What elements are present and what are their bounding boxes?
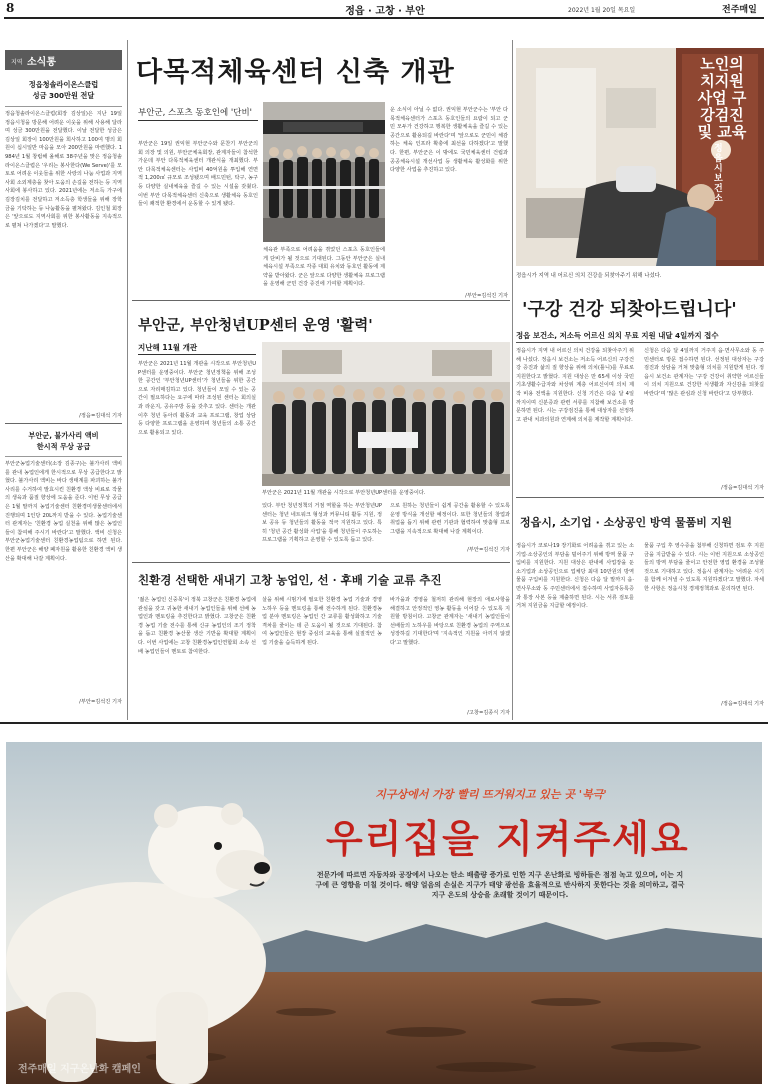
story1-title-line1: 정읍청솔라이온스클럽: [28, 80, 99, 89]
article2-body-col4: 으로 원하는 청년들이 쉽게 공간을 활용할 수 있도록 운영 방식을 개선할 예정이다. 또한 청년들의 창업과 취업을 돕기 위해 관련 기관과 협력하여 맞춤형 프로그램을 지속적으로 확대해 나갈 계획이다.: [390, 503, 510, 535]
article2-body-col3: 있다. 부안 청년정책의 거점 역할을 하는 부안청년UP센터는 청년 네트워크 형성과 커뮤니티 활동 지원, 정보 공유 등 청년들의 활동을 적극 지원하고 있다. 특히 '청년 공간 활성화 사업'을 통해 청년들이 주도하는 프로그램을 기획하고 운영할 수 있도록 돕고 있다.: [262, 503, 382, 544]
dental-photo-caption: 정읍시가 지역 내 어르신 의치 건강을 되찾아주기 위해 나섰다.: [516, 273, 662, 279]
dental-sign-text: 노인의치지원사업 구강검진 및 교육: [697, 55, 747, 141]
article1-body-col2: 체육관 부족으로 어려움을 겪었던 스포츠 동호인들에게 단비가 될 것으로 기대된다. 그동안 부안군은 실내 체육시설 부족으로 각종 대회 유치와 동호인 활동에 제약을 받아왔다. 군은 앞으로 다양한 생활체육 프로그램을 운영해 군민 건강 증진에 기여할 계획이다.: [263, 247, 385, 288]
article2-bottom-rule: [132, 562, 510, 563]
dental-sign-text2: 정읍시보건소: [714, 144, 723, 204]
article2-credit: /부안=김석진 기자: [467, 547, 510, 553]
article1-subhead: 부안군, 스포츠 동호인에 '단비': [138, 108, 253, 118]
ad-top-rule: [0, 722, 768, 724]
article2: [132, 304, 510, 560]
ad-tagline: 지구상에서 가장 빨리 뜨거워지고 있는 곳 '북극': [375, 788, 607, 801]
article2-body-col1: 부안군은 2021년 11월 개관을 시작으로 부안청년UP센터를 운영중이다. 부안군 청년정책을 위해 조성한 공간인 '부안청년UP센터'가 청년들을 위한 공간으로 자리매김하고 있다. 청년들이 모일 수 있는 공간이 필요하다는 요구에 따라 조성된 센터는 회의실과 라운지, 공유주방 등을 갖추고 있다. 센터는 개관 이후 청년 동아리 활동과 교육 프로그램, 창업 상담 등 다양한 프로그램을 운영하며 청년들의 소통 공간으로 활용되고 있다.: [138, 361, 256, 436]
article2-headline: 부안군, 부안청년UP센터 운영 '활력': [138, 317, 373, 334]
dental-photo: [516, 48, 764, 266]
story2-title-line1: 부안군, 불가사리 액비: [28, 431, 99, 440]
section-title: 정읍 · 고창 · 부안: [345, 6, 425, 17]
story2-title-line2: 한시적 무상 공급: [36, 442, 91, 451]
article1-photo: [263, 102, 385, 242]
ad-headline: 우리집을 지켜주세요: [326, 817, 690, 861]
sidebar-column-rule: [127, 40, 128, 720]
dental-subhead: 정읍 보건소, 저소득 어르신 의치 무료 지원 내달 4일까지 접수: [516, 331, 719, 340]
dental-headline: '구강 건강 되찾아드립니다': [522, 299, 737, 320]
issue-date: 2022년 1월 20일 목요일: [568, 7, 636, 14]
climate-ad: [6, 742, 762, 1084]
article3-credit: /고창=김종식 기자: [467, 710, 510, 716]
story2-body: 부안군농업기술센터(소장 김종구)는 불가사리 액비를 관내 농업인에게 한시적으로 무상 공급한다고 밝혔다. 불가사리 액비는 바다 생태계를 파괴하는 불가사리를 수거하여 발효시킨 친환경 액상 비료로 작물의 생육과 품질 향상에 도움을 준다. 이번 무상 공급은 1월 말까지 농업기술센터 친환경미생물센터에서 진행되며 1인당 20L까지 받을 수 있다. 농업기술센터 관계자는 '친환경 농업 실천을 위해 많은 농업인들이 참여해 주시기 바란다'고 말했다. 액비 신청은 부안군농업기술센터 친환경농업팀으로 하면 된다. 한편 부안군은 해양 폐자원을 활용한 친환경 액비 생산을 확대해 나갈 계획이다.: [5, 461, 122, 562]
sidebar: [5, 46, 122, 716]
article4: [516, 500, 764, 720]
article3-headline: 친환경 선택한 새내기 고창 농업인, 선 · 후배 기술 교류 추진: [138, 573, 442, 587]
article3: [132, 564, 510, 720]
article1-headline: 다목적체육센터 신축 개관: [136, 57, 455, 88]
article4-headline: 정읍시, 소기업 · 소상공인 방역 물품비 지원: [520, 516, 732, 529]
article4-body-col2: 물품 구입 후 영수증을 첨부해 신청하면 검토 후 지원금을 지급받을 수 있다. 시는 이번 지원으로 소상공인들의 방역 부담을 줄이고 안전한 영업 환경을 조성할 것으로 기대하고 있다. 정읍시 관계자는 '어려운 시기를 함께 이겨낼 수 있도록 지원하겠다'고 말했다. 자세한 사항은 정읍시청 경제정책과로 문의하면 된다.: [644, 543, 764, 592]
story2-credit: /부안=김석진 기자: [79, 699, 122, 705]
youth-center-photo: [262, 342, 510, 486]
article4-credit: /정읍=김대석 기자: [721, 701, 764, 707]
article4-body-col1: 정읍시가 코로나19 장기화로 어려움을 겪고 있는 소기업·소상공인의 부담을 덜어주기 위해 방역 물품 구입비를 지원한다. 지원 대상은 관내에 사업장을 둔 소기업과 소상공인으로 업체당 최대 10만원의 방역 물품 구입비를 지원한다. 신청은 다음 달 말까지 읍·면사무소와 동 주민센터에서 접수하며 사업자등록증과 통장 사본 등을 제출하면 된다. 시는 서류 검토를 거쳐 지원금을 지급할 예정이다.: [516, 543, 634, 610]
ad-body: 전문가에 따르면 자동차와 공장에서 나오는 탄소 배출량 증가로 인한 지구 온난화로 빙하들은 점점 녹고 있으며, 이는 지구에 큰 영향을 미칠 것이다. 해양 얼음의 손실은 지구가 태양 광선을 효율적으로 반사하지 못한다는 것을 의미하고, 결국 지구 온도의 상승을 초래할 것이기 때문이다.: [315, 871, 685, 899]
article1-bottom-rule: [132, 300, 510, 301]
story1-end-rule: [5, 423, 122, 424]
article3-body-col2: 살을 위해 시범기에 필요한 친환경 농업 기술과 경영 노하우 등을 멘토링을 통해 전수하게 된다. 친환경농업 분야 멘토링은 농업인 간 교류를 활성화하고 기술 격차를 줄이는 데 큰 도움이 될 것으로 기대된다. 참여 농업인들은 현장 중심의 교육을 통해 실질적인 농업 기술을 습득하게 된다.: [262, 597, 382, 646]
dental-body-col1: 정읍시가 지역 내 어르신 의치 건강을 되찾아주기 위해 나섰다. 정읍시 보건소는 저소득 어르신의 구강건강 증진과 삶의 질 향상을 위해 의치(틀니)를 무료로 지원한다고 밝혔다. 지원 대상은 만 65세 이상 국민기초생활수급자와 차상위 계층 어르신이며 의치 제작 비용 전액을 지원한다. 신청 기간은 다음 달 4일까지이며 신분증과 관련 서류를 지참해 보건소를 방문하면 된다. 시는 구강검진을 통해 대상자를 선정하고 관내 치과의원과 연계해 의치를 제작할 계획이다.: [516, 348, 634, 423]
story1-title-line2: 성금 300만원 전달: [32, 91, 95, 100]
story2-title: [5, 430, 122, 452]
article2-photo-caption: 부안군은 2021년 11월 개관을 시작으로 부안청년UP센터를 운영중이다.: [262, 490, 426, 496]
paper-name: 전주매일: [722, 5, 757, 15]
article2-subhead-rule: [138, 354, 256, 355]
ribbon-cutting-photo: [263, 102, 385, 242]
article1-credit: /부안=김석진 기자: [465, 293, 508, 299]
story1-body: 정읍청솔라이온스클럽(회장 김상일)은 지난 19일 정읍시청을 방문해 어려운 이웃을 위해 사용해 달라며 성금 300만원을 전달했다. 이날 전달한 성금은 김상일 회장이 100만원을 희사하고 100여 명의 회원이 십시일반 마음을 모아 200만원을 마련했다. 1984년 1월 창립해 올해로 38주년을 맞은 정읍청솔라이온스클럽은 '우리는 봉사한다(We Serve)'를 모토로 어려운 이웃들을 위한 사랑의 나눔 사업과 지역 사회 소외계층을 찾아 도움의 손길을 전하는 등 지역사회에 봉사하고 있다. 2021년에는 저소득 가구에 김장김치를 전달하고 저소득층 학생들을 위해 장학금을 기탁하는 등 나눔활동을 펼쳐왔다. 김인철 회장은 '앞으로도 지역사회를 위한 봉사활동을 지속적으로 펼쳐 나가겠다'고 말했다.: [5, 111, 122, 229]
page-number: 8: [6, 1, 15, 15]
center-column-rule: [512, 40, 513, 720]
article1-body-col1: 부안군은 19일 권익현 부안군수와 문찬기 부안군의회 의장 및 의원, 부안군체육회장, 관계자들이 참석한 가운데 부안 다목적체육센터 개관식을 개최했다. 부안 다목적체육센터는 사업비 40억원을 투입해 연면적 1,200㎡ 규모로 조성됐으며 배드민턴, 탁구, 농구 등 다양한 실내체육을 즐길 수 있는 시설을 갖췄다. 이번 부안 다목적체육센터 신축으로 생활체육 동호인들이 쾌적한 환경에서 운동할 수 있게 됐다.: [138, 141, 258, 208]
dental-bottom-rule: [516, 497, 764, 498]
sidebar-label: [5, 46, 122, 74]
page-header: [0, 0, 768, 18]
sidebar-label-news: 소식통: [27, 57, 56, 68]
ad-watermark: 전주매일 지구온난화 캠페인: [18, 1064, 141, 1075]
article1: [132, 40, 507, 302]
article1-subhead-rule: [138, 120, 258, 121]
header-rule: [4, 17, 764, 19]
dental-credit: /정읍=김대석 기자: [721, 485, 764, 491]
article3-body-col3: 바가을과 경영을 철저히 관리해 현장의 애로사항을 해결하고 안정적인 영농 활동을 이어갈 수 있도록 지원할 방침이다. 고창군 관계자는 '새내기 농업인들이 선배들의 노하우를 바탕으로 친환경 농업의 주역으로 성장하길 기대한다'며 '지속적인 지원을 아끼지 않겠다'고 말했다.: [390, 597, 510, 646]
article2-photo: [262, 342, 510, 486]
dental-subhead-rule: [516, 342, 764, 343]
article1-body-col3: 운 소식이 아닐 수 없다. 권익현 부안군수는 '부안 다목적체육센터가 스포츠 동호인들의 요람이 되고 군민 모두가 건강하고 행복한 생활체육을 즐길 수 있는 공간으로 활용되길 바란다'며 '앞으로도 군민이 체감하는 체육 인프라 확충에 최선을 다하겠다'고 말했다. 한편, 부안군은 이 밖에도 국민체육센터 건립과 공공체육시설 개선사업 등 생활체육 활성화를 위한 다양한 사업을 추진하고 있다.: [390, 107, 508, 174]
story1-title: [5, 79, 122, 101]
article2-subhead: 지난해 11월 개관: [138, 343, 198, 352]
article3-body-col1: '젊은 농업인 신중목'이 정북 고창군은 친환경 농업에 관심을 갖고 귀농한 새내기 농업인들을 위해 선배 농업인과 멘토링을 추진한다고 밝혔다. 고창군은 친환경 농업 기술 전수를 통해 신규 농업인의 조기 정착을 돕고 친환경 농산물 생산 기반을 확대할 계획이다. 이번 사업에는 고창 친환경농업인연합회 소속 선배 농업인들이 멘토로 참여한다.: [138, 597, 256, 655]
dental-body-col2-visible: 신청은 다음 달 4일까지 거주지 읍·면사무소와 동 주민센터로 방문 접수하면 된다. 선정된 대상자는 구강 검진과 상담을 거쳐 맞춤형 의치를 지원받게 된다. 정읍시 보건소 관계자는 '구강 건강이 취약한 어르신들이 의치 지원으로 건강한 식생활과 자신감을 되찾길 바란다'며 '많은 관심과 신청 바란다'고 당부했다.: [644, 348, 764, 397]
story1-credit: /정읍=김대석 기자: [79, 413, 122, 419]
story1-divider: [5, 106, 122, 107]
story2-divider: [5, 456, 122, 457]
sidebar-label-region: 지역: [11, 59, 23, 66]
